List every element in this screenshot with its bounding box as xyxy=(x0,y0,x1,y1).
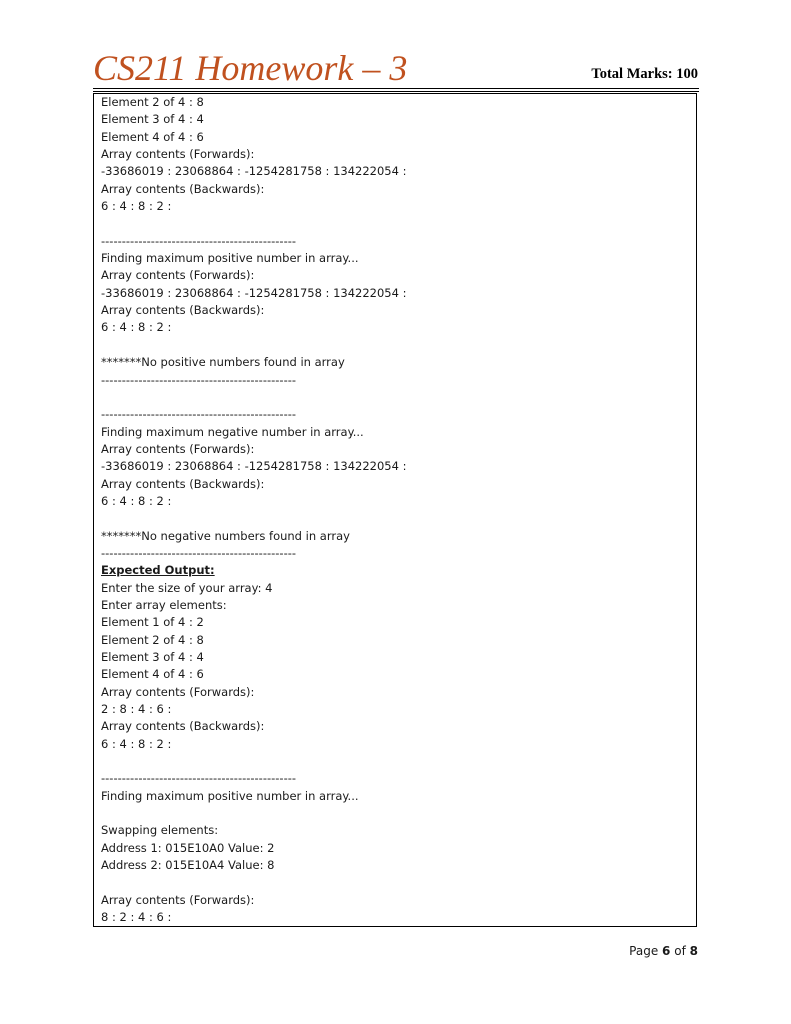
output-line xyxy=(101,753,406,770)
header-rule-thin xyxy=(93,91,699,92)
output-line: 6 : 4 : 8 : 2 : xyxy=(101,320,172,335)
output-lines xyxy=(101,94,406,927)
output-line: Element 4 of 4 : 6 xyxy=(101,129,204,144)
output-line: Swapping elements: xyxy=(101,823,219,838)
output-line xyxy=(101,874,406,891)
output-line: Finding maximum negative number in array... xyxy=(101,424,364,439)
expected-output-heading: Expected Output: xyxy=(101,563,215,578)
output-box xyxy=(93,93,697,927)
document-title: CS211 Homework – 3 xyxy=(93,48,408,88)
output-line: Element 2 of 4 : 8 xyxy=(101,632,204,647)
output-line: ----------------------------------------------- xyxy=(101,372,297,387)
output-line: Array contents (Forwards): xyxy=(101,892,255,907)
of-label: of xyxy=(674,944,686,958)
output-line: Array contents (Forwards): xyxy=(101,441,255,456)
total-marks: Total Marks: 100 xyxy=(591,66,698,82)
output-line xyxy=(101,389,406,406)
output-line: *******No positive numbers found in array xyxy=(101,355,345,370)
output-line: Array contents (Backwards): xyxy=(101,476,265,491)
output-line: 8 : 2 : 4 : 6 : xyxy=(101,910,172,925)
output-line: -33686019 : 23068864 : -1254281758 : 134222054 : xyxy=(101,164,407,179)
output-line: 6 : 4 : 8 : 2 : xyxy=(101,736,172,751)
output-line: Finding maximum positive number in array... xyxy=(101,788,359,803)
output-line: Enter the size of your array: 4 xyxy=(101,580,273,595)
output-line: Address 1: 015E10A0 Value: 2 xyxy=(101,840,275,855)
page-footer xyxy=(629,944,698,958)
output-line: -33686019 : 23068864 : -1254281758 : 134222054 : xyxy=(101,285,407,300)
output-line: ----------------------------------------------- xyxy=(101,771,297,786)
output-line: Array contents (Forwards): xyxy=(101,268,255,283)
output-line: Array contents (Forwards): xyxy=(101,147,255,162)
output-line: ----------------------------------------------- xyxy=(101,545,297,560)
output-line: Element 4 of 4 : 6 xyxy=(101,667,204,682)
output-line: Enter array elements: xyxy=(101,597,227,612)
page-total: 8 xyxy=(689,944,698,958)
output-line: 2 : 8 : 4 : 6 : xyxy=(101,702,172,717)
output-line: Element 1 of 4 : 2 xyxy=(101,615,204,630)
output-line: Array contents (Backwards): xyxy=(101,719,265,734)
output-line xyxy=(101,215,406,232)
output-line: Array contents (Backwards): xyxy=(101,303,265,318)
page-label: Page xyxy=(629,944,659,958)
output-line: Finding maximum positive number in array... xyxy=(101,251,359,266)
output-line: Element 2 of 4 : 8 xyxy=(101,95,204,109)
output-line: Address 2: 015E10A4 Value: 8 xyxy=(101,858,275,873)
output-line xyxy=(101,337,406,354)
output-line: Element 3 of 4 : 4 xyxy=(101,650,204,664)
output-line xyxy=(101,805,406,822)
output-line: ----------------------------------------------- xyxy=(101,407,297,422)
output-line: 6 : 4 : 8 : 2 : xyxy=(101,493,172,508)
output-line: 6 : 4 : 8 : 2 : xyxy=(101,199,172,214)
output-line: ----------------------------------------------- xyxy=(101,233,297,248)
output-line: -33686019 : 23068864 : -1254281758 : 134222054 : xyxy=(101,459,407,474)
output-line: Array contents (Backwards): xyxy=(101,181,265,196)
output-line: Element 3 of 4 : 4 xyxy=(101,112,204,127)
header-rule-thick xyxy=(93,88,699,89)
output-line xyxy=(101,510,406,527)
output-line: *******No negative numbers found in array xyxy=(101,528,350,543)
output-line: Array contents (Forwards): xyxy=(101,684,255,699)
page-number: 6 xyxy=(662,944,671,958)
